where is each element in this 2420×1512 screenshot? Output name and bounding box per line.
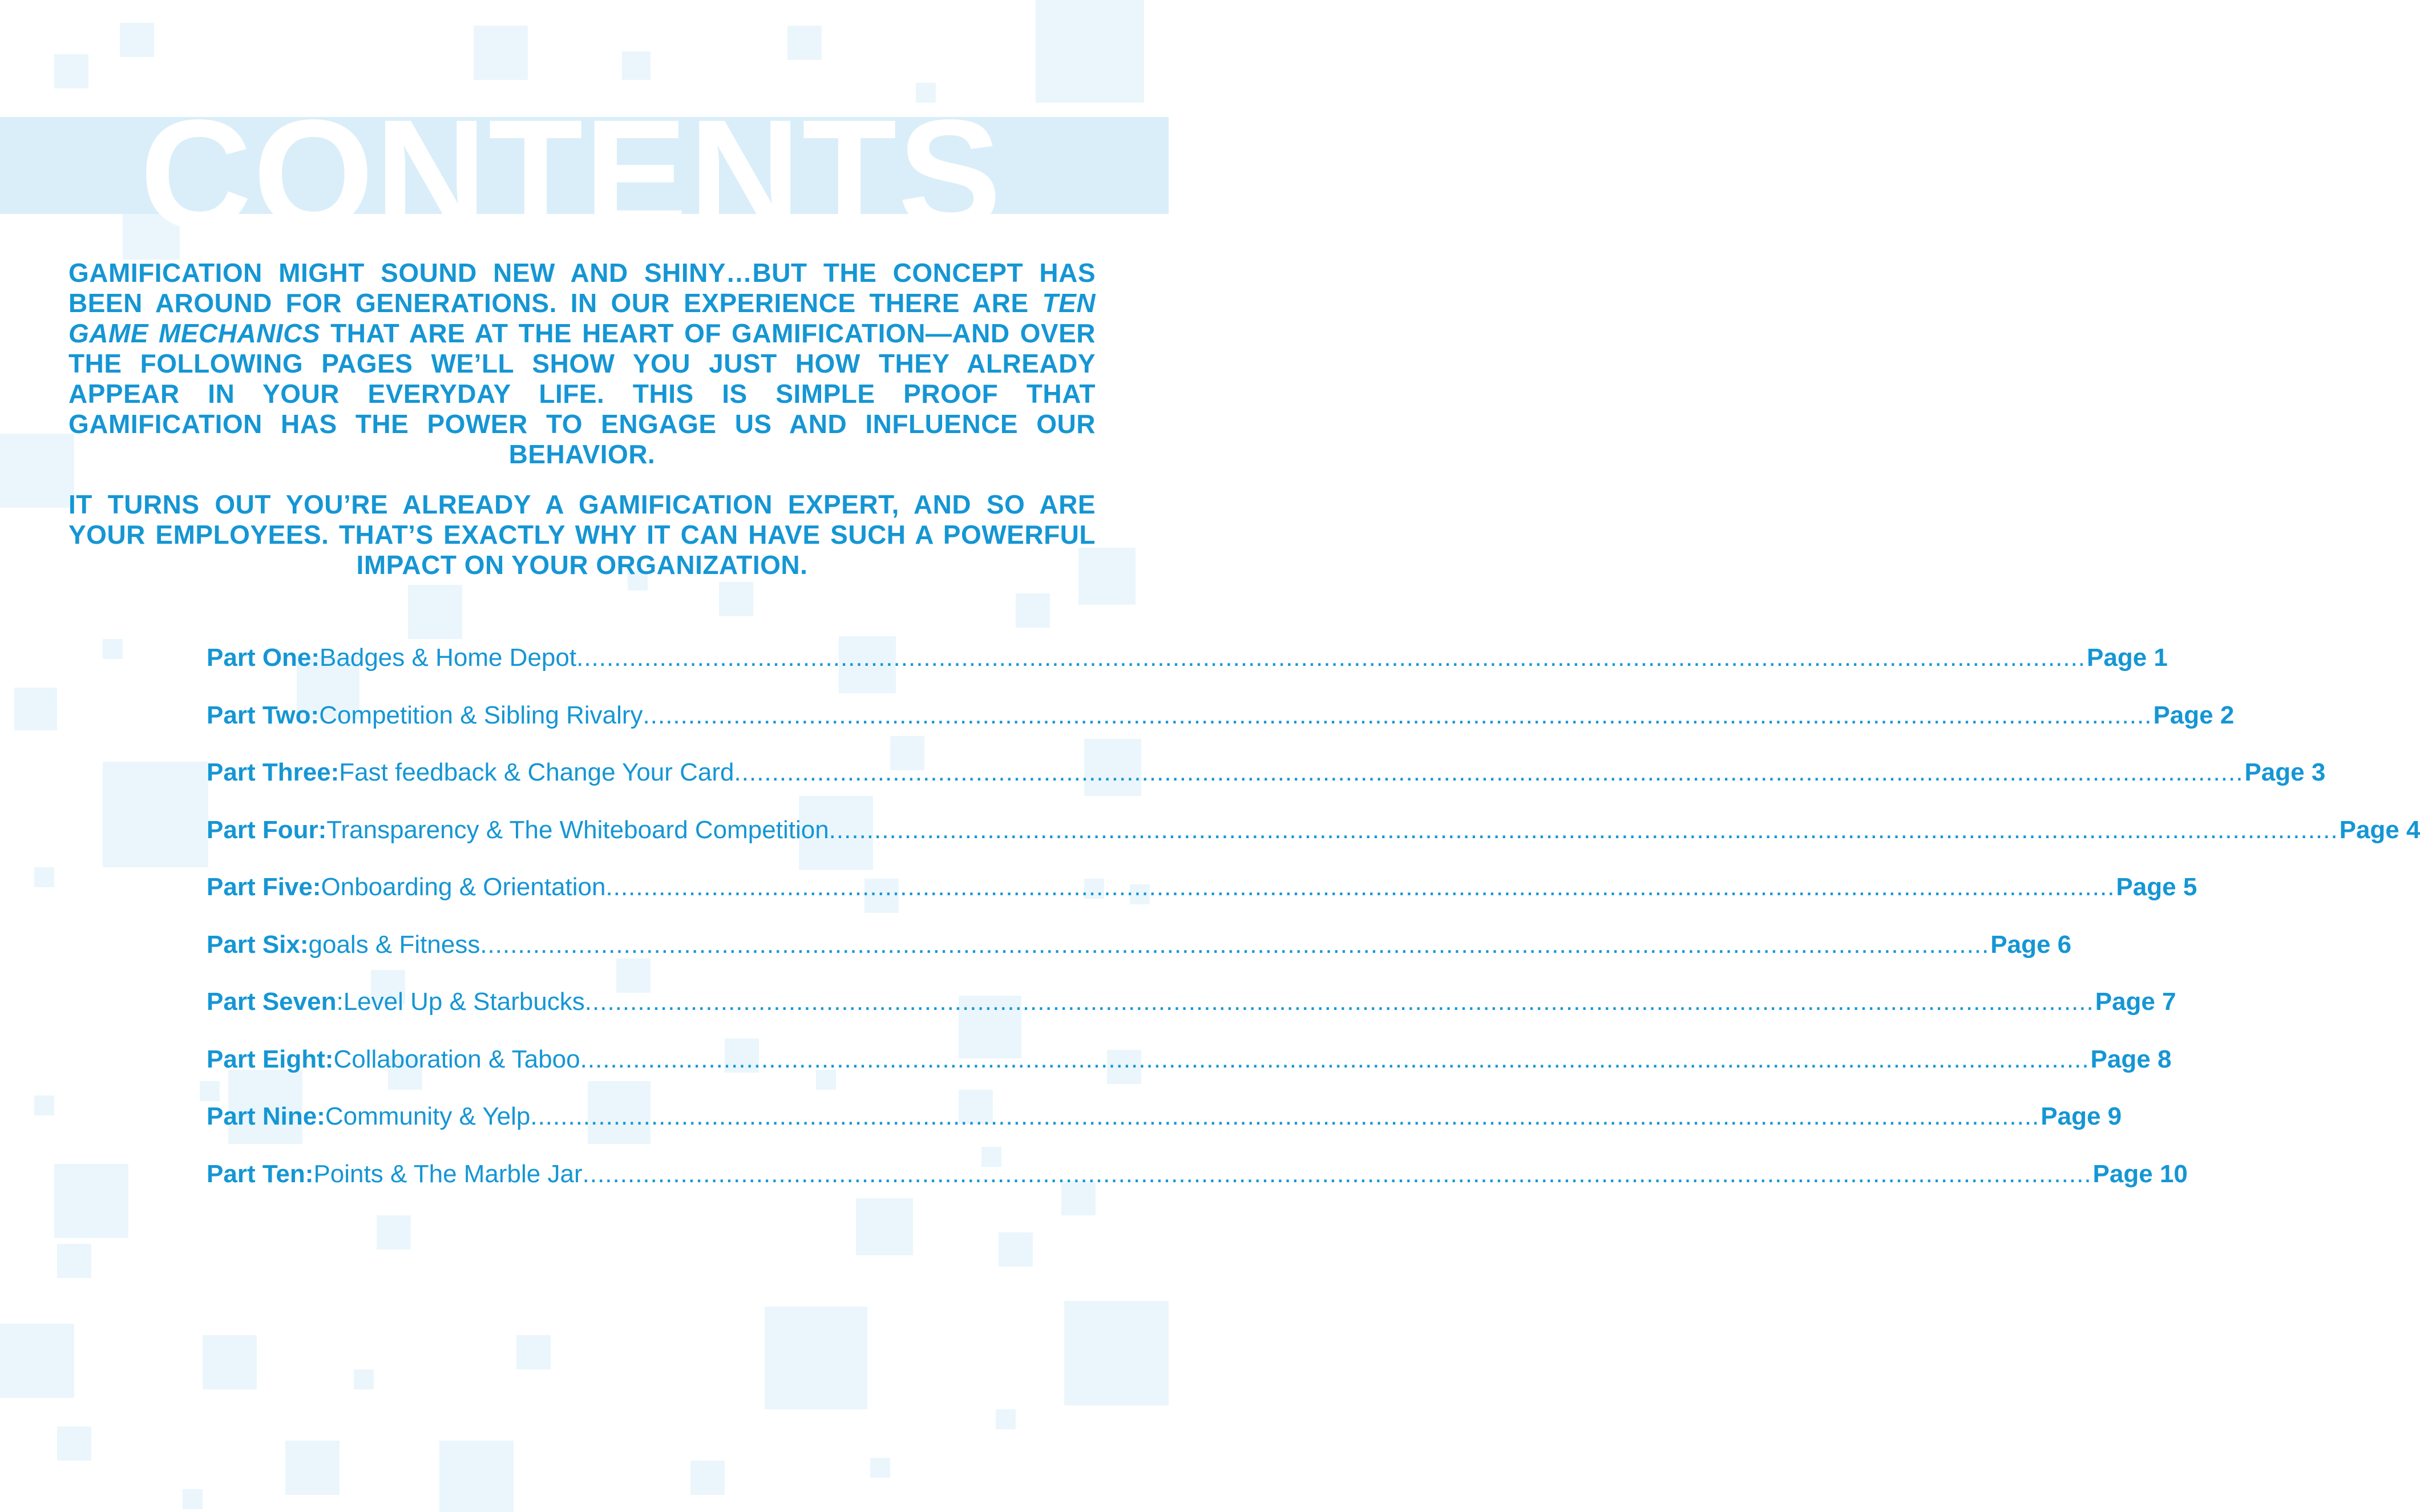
toc-page: Page 8 bbox=[2090, 1045, 2172, 1073]
background-square bbox=[996, 1409, 1016, 1429]
background-square bbox=[719, 582, 753, 616]
toc-page: Page 9 bbox=[2041, 1102, 2122, 1130]
table-of-contents bbox=[207, 644, 2420, 1217]
background-square bbox=[439, 1441, 514, 1512]
toc-entry[interactable] bbox=[207, 644, 2168, 701]
intro-text-start: GAMIFICATION MIGHT SOUND NEW AND SHINY…BUT THE CONCEPT HAS BEEN AROUND FOR GENERATIONS. IN OUR EXPERIENCE THERE ARE bbox=[68, 258, 1096, 318]
background-square bbox=[34, 867, 54, 887]
page-title: CONTENTS bbox=[140, 87, 1003, 261]
background-square bbox=[474, 26, 528, 80]
background-square bbox=[285, 1441, 340, 1495]
toc-topic: Transparency & The Whiteboard Competition bbox=[326, 815, 829, 844]
background-square bbox=[54, 1164, 128, 1238]
background-square bbox=[103, 762, 208, 867]
toc-page: Page 6 bbox=[1990, 930, 2072, 959]
background-square bbox=[516, 1335, 551, 1369]
toc-page: Page 2 bbox=[2153, 701, 2235, 729]
toc-topic: Level Up & Starbucks bbox=[343, 988, 585, 1016]
background-square bbox=[622, 51, 651, 80]
toc-leader: ........................................................................................................................................................................................................ bbox=[584, 988, 2094, 1016]
intro-text-2: IT TURNS OUT YOU’RE ALREADY A GAMIFICATION EXPERT, AND SO ARE YOUR EMPLOYEES. THAT’S EXACTLY WHY IT CAN HAVE SUCH A POWERFUL IMPACT ON YOUR ORGANIZATION. bbox=[68, 490, 1096, 580]
toc-part: Part Ten: bbox=[207, 1159, 314, 1188]
toc-page: Page 5 bbox=[2116, 873, 2197, 901]
toc-entry[interactable] bbox=[207, 815, 2420, 874]
background-square bbox=[57, 1426, 91, 1461]
background-square bbox=[57, 1244, 91, 1278]
toc-topic: Collaboration & Taboo bbox=[333, 1045, 580, 1073]
toc-topic: Fast feedback & Change Your Card bbox=[339, 758, 734, 786]
toc-leader: ........................................................................................................................................................................................................ bbox=[643, 701, 2152, 729]
toc-part: Part Nine: bbox=[207, 1102, 325, 1130]
toc-part: Part Seven bbox=[207, 988, 337, 1016]
toc-part: Part Eight: bbox=[207, 1045, 334, 1073]
toc-entry[interactable] bbox=[207, 1159, 2188, 1218]
background-square bbox=[183, 1489, 203, 1509]
background-square bbox=[1064, 1301, 1169, 1405]
toc-page: Page 1 bbox=[2087, 644, 2168, 672]
background-square bbox=[1036, 0, 1144, 103]
background-square bbox=[787, 26, 822, 60]
toc-page: Page 3 bbox=[2244, 758, 2326, 786]
toc-entry[interactable] bbox=[207, 1102, 2122, 1160]
toc-leader: ........................................................................................................................................................................................................ bbox=[734, 758, 2244, 786]
toc-page: Page 10 bbox=[2092, 1159, 2188, 1188]
background-square bbox=[999, 1232, 1033, 1267]
toc-entry[interactable] bbox=[207, 701, 2235, 759]
background-square bbox=[354, 1369, 374, 1389]
toc-part: Part Five: bbox=[207, 873, 321, 901]
toc-entry[interactable] bbox=[207, 873, 2197, 931]
toc-leader: ........................................................................................................................................................................................................ bbox=[829, 815, 2338, 844]
intro-paragraph-1 bbox=[68, 258, 1096, 470]
toc-page: Page 4 bbox=[2339, 815, 2420, 844]
toc-part: Part One: bbox=[207, 644, 320, 672]
toc-leader: ........................................................................................................................................................................................................ bbox=[605, 873, 2115, 901]
background-square bbox=[870, 1458, 890, 1478]
toc-topic: goals & Fitness bbox=[308, 930, 480, 959]
background-square bbox=[377, 1215, 411, 1250]
intro-paragraph-2 bbox=[68, 490, 1096, 580]
background-square bbox=[408, 585, 462, 639]
toc-leader: ........................................................................................................................................................................................................ bbox=[580, 1045, 2090, 1073]
toc-entry[interactable] bbox=[207, 930, 2072, 988]
toc-leader: ........................................................................................................................................................................................................ bbox=[576, 644, 2086, 672]
toc-part: Part Four: bbox=[207, 815, 327, 844]
toc-entry[interactable] bbox=[207, 758, 2326, 816]
background-square bbox=[34, 1095, 54, 1115]
toc-part: Part Six: bbox=[207, 930, 309, 959]
toc-part: Part Three: bbox=[207, 758, 340, 786]
background-square bbox=[0, 434, 74, 508]
toc-topic: Competition & Sibling Rivalry bbox=[319, 701, 643, 729]
background-square bbox=[14, 688, 57, 730]
toc-entry[interactable] bbox=[207, 1045, 2172, 1103]
toc-topic: Points & The Marble Jar bbox=[313, 1159, 583, 1188]
toc-topic: Community & Yelp bbox=[325, 1102, 531, 1130]
background-square bbox=[1016, 593, 1050, 628]
toc-leader: ........................................................................................................................................................................................................ bbox=[582, 1159, 2092, 1188]
toc-part: Part Two: bbox=[207, 701, 320, 729]
background-square bbox=[765, 1307, 867, 1409]
intro-text-end: THAT ARE AT THE HEART OF GAMIFICATION—AND OVER THE FOLLOWING PAGES WE’LL SHOW YOU JUST HOW THEY ALREADY APPEAR IN YOUR EVERYDAY LIFE. THIS IS SIMPLE PROOF THAT GAMIFICATION HAS THE POWER TO ENGAGE US AND INFLUENCE OUR BEHAVIOR. bbox=[68, 318, 1096, 469]
toc-page: Page 7 bbox=[2095, 988, 2176, 1016]
toc-sep: : bbox=[336, 988, 344, 1016]
toc-leader: ........................................................................................................................................................................................................ bbox=[480, 930, 1990, 959]
background-square bbox=[103, 639, 123, 659]
toc-entry[interactable] bbox=[207, 988, 2176, 1045]
toc-topic: Onboarding & Orientation bbox=[321, 873, 606, 901]
background-square bbox=[0, 1324, 74, 1398]
toc-leader: ........................................................................................................................................................................................................ bbox=[530, 1102, 2040, 1130]
intro-emphasis: TEN GAME MECHANICS bbox=[68, 288, 1096, 348]
background-square bbox=[203, 1335, 257, 1389]
background-square bbox=[690, 1461, 725, 1495]
toc-topic: Badges & Home Depot bbox=[320, 644, 577, 672]
background-square bbox=[54, 54, 88, 88]
background-square bbox=[120, 23, 154, 57]
